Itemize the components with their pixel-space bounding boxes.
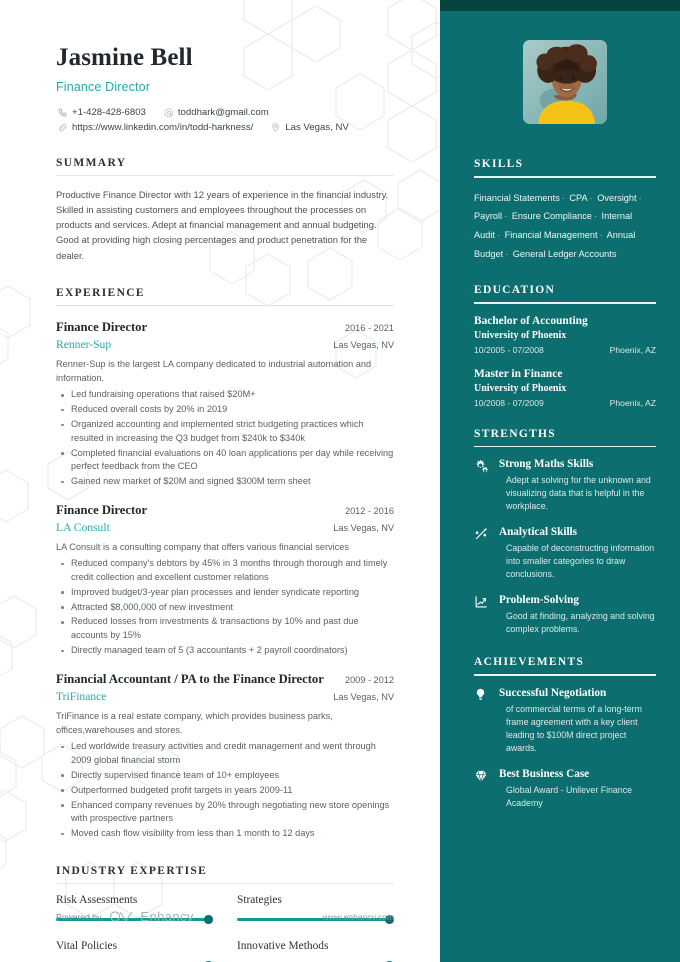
strength-title: Strong Maths Skills — [499, 458, 594, 471]
job-bullet: Moved cash flow visibility from less than 1 month to 12 days — [56, 827, 394, 841]
footer-website[interactable]: www.enhancv.com — [322, 911, 394, 922]
project-diagram-icon — [474, 526, 490, 581]
strength-entry — [474, 594, 656, 636]
sidebar-section-education — [474, 284, 656, 408]
section-divider — [56, 175, 394, 176]
strengths-heading: STRENGTHS — [474, 427, 557, 440]
portrait-photo-illustration — [523, 40, 607, 124]
link-icon — [56, 123, 69, 133]
education-dates: 10/2008 - 07/2009 — [474, 397, 544, 408]
sidebar-divider — [474, 176, 656, 178]
job-bullet: Completed financial evaluations on 40 loan applications per day while receiving perfect feedback from the CEO — [56, 447, 394, 475]
diamond-icon — [474, 768, 490, 810]
enhancv-wordmark: Enhancv — [140, 909, 194, 924]
job-company[interactable]: LA Consult — [56, 521, 110, 534]
powered-by-label: Powered by — [56, 911, 102, 922]
avatar-wrapper — [474, 40, 656, 124]
contact-linkedin[interactable] — [56, 122, 253, 133]
sidebar-divider — [474, 674, 656, 676]
job-bullet-list — [56, 388, 394, 489]
job-dates: 2009 - 2012 — [344, 674, 394, 685]
expertise-label: Vital Policies — [56, 939, 118, 952]
contact-block — [56, 107, 394, 133]
achievement-entry — [474, 687, 656, 755]
email-icon — [162, 108, 175, 118]
job-description: LA Consult is a consulting company that offers various financial services — [56, 542, 349, 552]
skill-separator: · — [496, 230, 501, 241]
job-title: Finance Director — [56, 503, 148, 517]
skill-separator: · — [638, 192, 642, 203]
skill-item: Payroll — [474, 211, 503, 222]
gears-icon — [474, 458, 490, 513]
job-company[interactable]: Renner-Sup — [56, 337, 112, 351]
enhancv-logo[interactable] — [109, 909, 193, 924]
experience-entry — [56, 503, 394, 658]
skills-list — [474, 189, 656, 264]
achievement-title: Best Business Case — [499, 768, 590, 780]
skill-separator: · — [504, 211, 508, 222]
strength-entry — [474, 458, 656, 513]
experience-entry — [56, 672, 394, 841]
skill-item: Internal Audit — [474, 211, 633, 241]
section-summary — [56, 157, 394, 263]
skills-heading: SKILLS — [474, 158, 524, 170]
skill-item: Ensure Compliance — [511, 211, 592, 222]
achievement-description: Global Award - Unilever Finance Academy — [506, 785, 632, 809]
enhancv-mark-icon — [109, 910, 135, 923]
contact-linkedin-value: https://www.linkedin.com/in/todd-harkness/ — [72, 121, 254, 133]
avatar — [523, 40, 607, 124]
job-bullet: Reduced losses from investments & transactions by 10% and past due accounts by 15% — [56, 615, 394, 643]
contact-phone-value: +1-428-428-6803 — [72, 106, 146, 118]
job-bullet: Organized accounting and implemented strict budgeting practices which resulted in increasing the Q3 budget from $240k to $340k — [56, 418, 394, 446]
job-bullet: Directly supervised finance team of 10+ employees — [56, 769, 394, 783]
contact-email[interactable] — [162, 107, 269, 118]
job-bullet: Improved budget/3-year plan processes and lender syndicate reporting — [56, 586, 394, 600]
strength-description: Adept at solving for the unknown and visualizing data that is helpful in the workplace. — [506, 475, 651, 512]
expertise-label: Risk Assessments — [56, 893, 138, 906]
section-divider — [56, 305, 394, 306]
sidebar-divider — [474, 302, 656, 304]
job-bullet: Led fundraising operations that raised $20M+ — [56, 388, 394, 402]
location-pin-icon — [269, 123, 282, 132]
sidebar-section-skills — [474, 158, 656, 264]
strength-description: Capable of deconstructing information into smaller categories to draw conclusions. — [506, 543, 655, 580]
contact-location-value: Las Vegas, NV — [285, 121, 349, 133]
skill-separator: · — [599, 230, 603, 241]
expertise-label: Innovative Methods — [237, 939, 329, 952]
phone-icon — [56, 108, 69, 117]
job-bullet-list — [56, 740, 394, 841]
skill-item: Annual Budget — [474, 230, 636, 260]
expertise-item — [56, 940, 213, 962]
contact-row-1 — [56, 107, 394, 118]
achievement-description: of commercial terms of a long-term frame agreement with a key client leading to $100M direct project awards. — [506, 703, 642, 753]
skill-item: CPA — [569, 192, 588, 203]
contact-phone[interactable] — [56, 107, 146, 118]
job-description: TriFinance is a real estate company, which provides business parks, offices,warehouses and stores. — [56, 710, 333, 736]
strength-title: Problem-Solving — [499, 594, 579, 607]
education-school: University of Phoenix — [474, 329, 567, 341]
education-location: Phoenix, AZ — [609, 344, 656, 355]
skill-item: Financial Statements — [474, 192, 560, 203]
job-bullet: Gained new market of $20M and signed $300M term sheet — [56, 475, 394, 489]
section-experience — [56, 287, 394, 841]
job-dates: 2012 - 2016 — [344, 506, 394, 516]
education-degree: Master in Finance — [474, 367, 563, 380]
expertise-item — [237, 940, 394, 962]
sidebar-section-achievements — [474, 656, 656, 810]
education-heading: EDUCATION — [474, 284, 556, 297]
job-bullet: Attracted $8,000,000 of new investment — [56, 601, 394, 615]
job-bullet: Outperformed budgeted profit targets in years 2009-11 — [56, 784, 394, 798]
sidebar-section-strengths — [474, 428, 656, 637]
job-location: Las Vegas, NV — [333, 691, 394, 702]
section-divider — [56, 883, 394, 884]
job-location: Las Vegas, NV — [333, 339, 394, 350]
education-dates: 10/2005 - 07/2008 — [474, 344, 544, 355]
resume-sidebar — [440, 0, 680, 962]
expertise-label: Strategies — [237, 893, 282, 906]
education-location: Phoenix, AZ — [609, 397, 656, 408]
skill-separator: · — [505, 249, 509, 260]
strength-description: Good at finding, analyzing and solving complex problems. — [506, 611, 655, 635]
job-title: Finance Director — [56, 319, 148, 334]
education-degree: Bachelor of Accounting — [474, 314, 588, 327]
job-description: Renner-Sup is the largest LA company dedicated to industrial automation and information. — [56, 358, 372, 384]
achievement-title: Successful Negotiation — [499, 686, 607, 699]
skill-separator: · — [561, 192, 565, 203]
contact-location — [269, 122, 348, 133]
job-dates: 2016 - 2021 — [344, 322, 394, 333]
expertise-grid — [56, 894, 394, 962]
job-bullet: Enhanced company revenues by 20% through negotiating new store openings with prospective partners — [56, 799, 394, 827]
skill-separator: · — [593, 211, 597, 222]
skill-item: General Ledger Accounts — [512, 249, 617, 260]
education-entry — [474, 368, 656, 408]
summary-heading: SUMMARY — [56, 156, 127, 169]
strength-entry — [474, 526, 656, 581]
achievement-entry — [474, 768, 656, 810]
job-bullet: Directly managed team of 5 (3 accountants + 2 payroll coordinators) — [56, 644, 394, 658]
contact-email-value: toddhark@gmail.com — [177, 106, 269, 118]
job-company[interactable]: TriFinance — [56, 689, 107, 703]
achievements-heading: ACHIEVEMENTS — [474, 656, 585, 669]
job-bullet: Reduced overall costs by 20% in 2019 — [56, 403, 394, 417]
summary-text: Productive Finance Director with 12 years of experience in the financial industry. Skilled in assisting customers and employees throughout the processes on products and services. Adept at financial management and annual budgeting. Good at providing high closing percentages and product penetration for the dealer. — [56, 188, 389, 261]
lightbulb-icon — [474, 687, 490, 755]
job-bullet: Reduced company's debtors by 45% in 3 months through thorough and timely credit collection and excellent customer relations — [56, 557, 394, 585]
strength-title: Analytical Skills — [499, 526, 578, 539]
page-title: Jasmine Bell — [56, 44, 193, 71]
education-entry — [474, 315, 656, 355]
job-bullet-list — [56, 557, 394, 658]
education-school: University of Phoenix — [474, 382, 567, 394]
skill-separator: · — [589, 192, 593, 203]
industry-expertise-heading: INDUSTRY EXPERTISE — [56, 864, 208, 877]
footer — [56, 909, 394, 924]
job-bullet: Led worldwide treasury activities and credit management and went through 2009 global financial storm — [56, 740, 394, 768]
job-title: Financial Accountant / PA to the Finance Director — [56, 671, 324, 686]
experience-entry — [56, 320, 394, 489]
job-location: Las Vegas, NV — [333, 523, 394, 533]
skill-item: Financial Management — [504, 230, 598, 241]
header-role: Finance Director — [56, 79, 151, 94]
powered-by-block — [56, 909, 194, 924]
sidebar-divider — [474, 446, 656, 448]
line-chart-icon — [474, 594, 490, 636]
contact-row-2 — [56, 122, 394, 133]
experience-heading: EXPERIENCE — [56, 286, 145, 299]
skill-item: Oversight — [597, 192, 637, 203]
